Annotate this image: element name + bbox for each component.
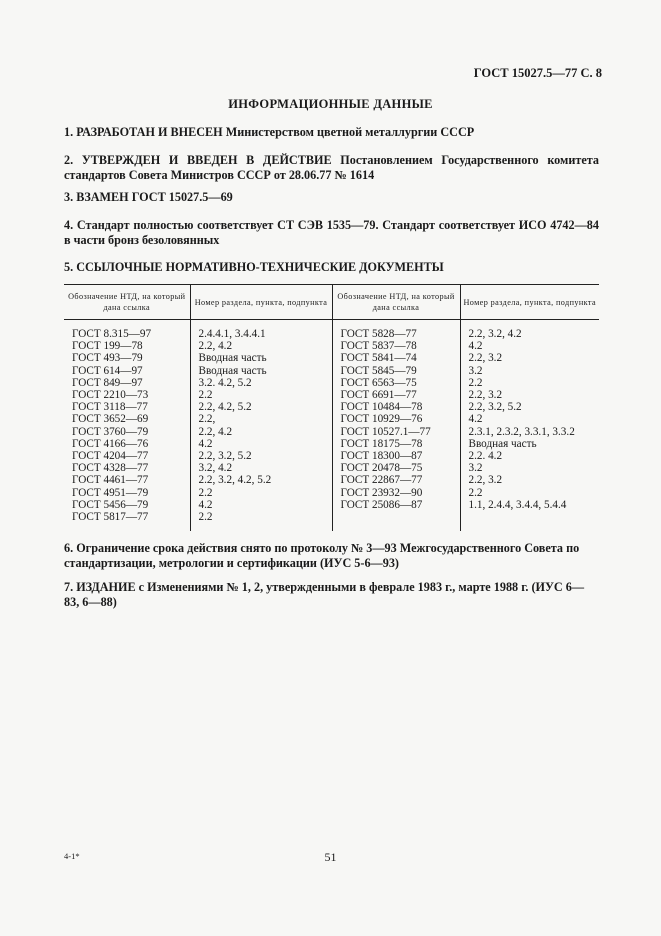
table-cell: ГОСТ 10484—78 (340, 401, 423, 414)
document-code-header: ГОСТ 15027.5—77 С. 8 (473, 66, 602, 80)
right-docs-column (332, 320, 460, 532)
table-cell: 4.2 (468, 340, 483, 353)
table-cell: 4.2 (198, 437, 213, 450)
table-cell: ГОСТ 18175—78 (340, 437, 423, 450)
table-cell: ГОСТ 6691—77 (340, 389, 417, 402)
header-items-left: Номер раздела, пункта, подпункта (190, 285, 332, 320)
section-4 (64, 218, 599, 248)
table-cell: ГОСТ 5828—77 (340, 328, 417, 340)
table-cell: Вводная часть (198, 352, 267, 365)
table-cell: ГОСТ 2210—73 (72, 389, 149, 402)
table-cell: ГОСТ 8.315—97 (72, 328, 152, 340)
table-cell: ГОСТ 199—78 (72, 340, 143, 353)
table-cell: ГОСТ 849—97 (72, 376, 143, 389)
table-cell: ГОСТ 5837—78 (340, 340, 417, 353)
table-cell: 2.2 (198, 389, 213, 402)
table-cell: ГОСТ 493—79 (72, 352, 143, 365)
table-cell: 2.2, 3.2 (468, 474, 503, 487)
table-cell: ГОСТ 20478—75 (340, 462, 423, 475)
table-header-row (64, 285, 599, 320)
table-cell: 2.2, 3.2, 4.2 (468, 328, 522, 340)
table-cell: Вводная часть (198, 364, 267, 377)
table-cell: ГОСТ 3118—77 (72, 401, 148, 414)
table-cell: ГОСТ 5845—79 (340, 364, 417, 377)
table-cell: 3.2 (468, 462, 483, 475)
table-cell: 2.2, 4.2 (198, 340, 233, 353)
table-cell: 2.2, 3.2, 5.2 (468, 401, 522, 414)
table-cell: ГОСТ 5456—79 (72, 498, 149, 511)
table-cell: ГОСТ 18300—87 (340, 450, 423, 463)
section-3: 3. ВЗАМЕН ГОСТ 15027.5—69 (64, 190, 233, 204)
table-cell: ГОСТ 4328—77 (72, 462, 149, 475)
table-cell: 2.2 (468, 376, 483, 389)
section-4-line-1: 4. Стандарт полностью соответствует СТ СЭВ 1535—79. Стандарт соответствует ИСО 4742—84 (64, 218, 599, 232)
table-cell: 2.2, 4.2 (198, 425, 233, 438)
table-cell: ГОСТ 22867—77 (340, 474, 423, 487)
table-cell: 2.2, 3.2, 5.2 (198, 450, 252, 463)
table-cell: 2.3.1, 2.3.2, 3.3.1, 3.3.2 (468, 425, 575, 438)
section-6: 6. Ограничение срока действия снято по протоколу № 3—93 Межгосударственного Совета по стандартизации, метрологии и сертификации (ИУС 5-6—93) (64, 541, 580, 570)
table-cell: ГОСТ 4166—76 (72, 437, 149, 450)
table-cell: 2.2, (198, 413, 216, 426)
table-cell: 2.2 (468, 486, 483, 499)
table-cell: Вводная часть (468, 437, 537, 450)
table-cell: 3.2 (468, 364, 483, 377)
header-doc-left: Обозначение НТД, на который дана ссылка (64, 285, 190, 320)
section-7: 7. ИЗДАНИЕ с Изменениями № 1, 2, утвержденными в феврале 1983 г., марте 1988 г. (ИУС 6—83, 6—88) (64, 580, 585, 609)
table-cell: 2.2, 3.2, 4.2, 5.2 (198, 474, 272, 487)
table-cell: 2.2 (198, 511, 213, 524)
table-cell: ГОСТ 6563—75 (340, 376, 417, 389)
header-doc-right: Обозначение НТД, на который дана ссылка (332, 285, 460, 320)
table-cell: 2.2, 4.2, 5.2 (198, 401, 252, 414)
table-cell: ГОСТ 23932—90 (340, 486, 423, 499)
table-cell: 2.2 (198, 486, 213, 499)
section-5-heading: 5. ССЫЛОЧНЫЕ НОРМАТИВНО-ТЕХНИЧЕСКИЕ ДОКУМЕНТЫ (64, 260, 444, 274)
table-cell: 1.1, 2.4.4, 3.4.4, 5.4.4 (468, 498, 567, 511)
table-cell: 2.2, 3.2 (468, 389, 503, 402)
table-cell: 2.4.4.1, 3.4.4.1 (198, 328, 266, 340)
table-cell: ГОСТ 25086—87 (340, 498, 423, 511)
header-items-right: Номер раздела, пункта, подпункта (460, 285, 599, 320)
table-cell: 2.2. 4.2 (468, 450, 503, 463)
table-cell: ГОСТ 5841—74 (340, 352, 417, 365)
left-docs-column (64, 320, 190, 532)
table-cell: 2.2, 3.2 (468, 352, 503, 365)
table-row (64, 320, 599, 532)
footer-mark: 4-1* (64, 851, 80, 861)
table-cell: ГОСТ 4461—77 (72, 474, 149, 487)
table-cell: ГОСТ 10527.1—77 (340, 425, 431, 438)
table-cell: ГОСТ 614—97 (72, 364, 143, 377)
table-cell: ГОСТ 10929—76 (340, 413, 423, 426)
table-cell: 4.2 (198, 498, 213, 511)
page-title: ИНФОРМАЦИОННЫЕ ДАННЫЕ (228, 97, 433, 111)
section-1: 1. РАЗРАБОТАН И ВНЕСЕН Министерством цветной металлургии СССР (64, 125, 475, 139)
table-cell: 3.2, 4.2 (198, 462, 233, 475)
page-number: 51 (324, 850, 337, 864)
table-cell: ГОСТ 5817—77 (72, 511, 149, 524)
left-items-column (190, 320, 332, 532)
section-2: 2. УТВЕРЖДЕН И ВВЕДЕН В ДЕЙСТВИЕ Постановлением Государственного комитета стандартов Совета Министров СССР от 28.06.77 № 1614 (64, 153, 599, 182)
table-cell: ГОСТ 3652—69 (72, 413, 149, 426)
table-cell: 3.2. 4.2, 5.2 (198, 376, 252, 389)
table-cell: ГОСТ 3760—79 (72, 425, 149, 438)
table-cell: 4.2 (468, 413, 483, 426)
table-cell: ГОСТ 4951—79 (72, 486, 149, 499)
table-cell: ГОСТ 4204—77 (72, 450, 149, 463)
section-4-line-2: в части бронз безоловянных (64, 233, 220, 247)
references-table (64, 284, 599, 531)
right-items-column (460, 320, 599, 532)
